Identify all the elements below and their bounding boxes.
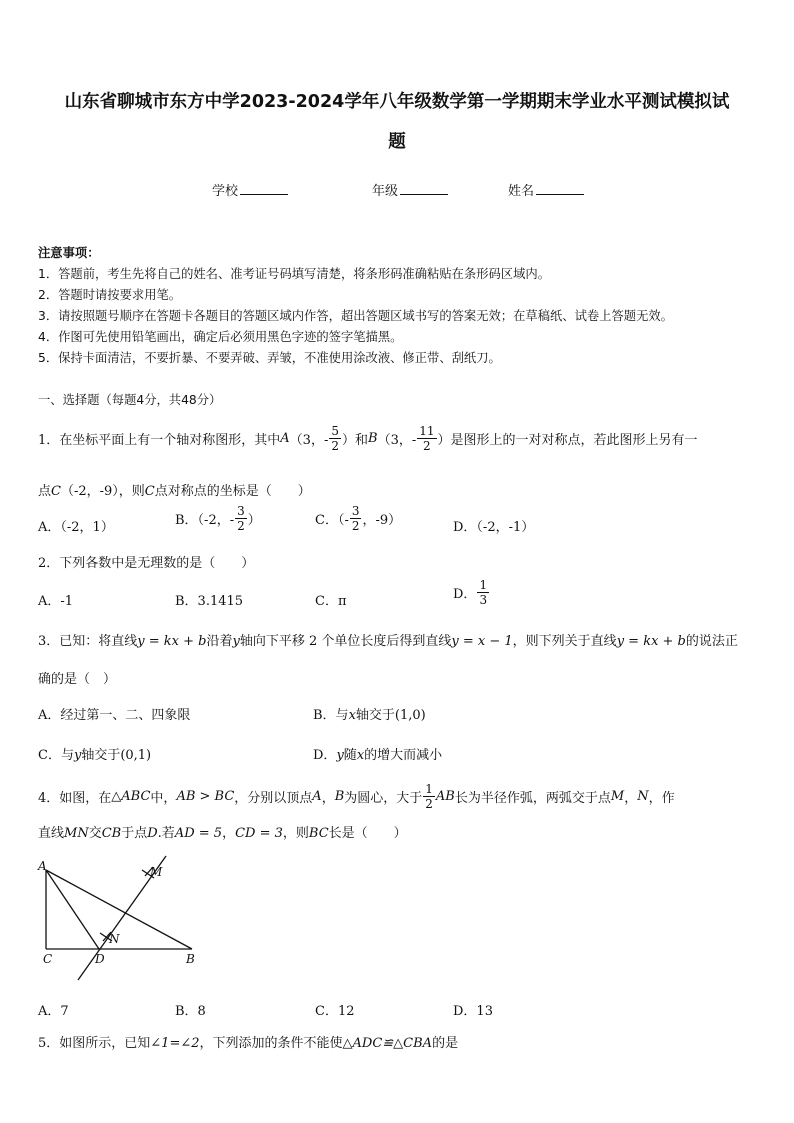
fraction: $\frac{11}{2}$	[419, 424, 435, 453]
grade-label: 年级	[372, 184, 399, 199]
notice-item: 1．答题前，考生先将自己的姓名、准考证号码填写清楚，将条形码准确粘贴在条形码区域内。	[38, 267, 550, 281]
question-3-stem-line2: 确的是（ ）	[38, 672, 117, 687]
q3-option-d[interactable]: D．y随x的增大而减小	[313, 748, 443, 763]
q3-option-c[interactable]: C．与y轴交于(0,1)	[38, 748, 152, 763]
exam-title-line2: 题	[388, 132, 406, 152]
q2-option-a[interactable]: A．-1	[38, 594, 74, 609]
label-c: C	[43, 952, 53, 966]
fraction: $\frac{1}{2}$	[425, 782, 433, 811]
fraction: $\frac{1}{3}$	[479, 578, 488, 607]
question-2-stem: 2．下列各数中是无理数的是（ ）	[38, 556, 255, 571]
school-field[interactable]	[212, 180, 288, 199]
question-4-stem: 4．如图，在 △ABC 中， AB > BC ，分别以顶点 A ， B 为圆心，大于 $\frac{1}{2}$ AB 长为半径作弧，两弧交于点 M ， N ，作	[38, 782, 675, 811]
q1-option-b[interactable]: B．（-2，- $\frac{3}{2}$ ）	[175, 504, 261, 533]
notice-item: 3．请按照题号顺序在答题卡各题目的答题区域内作答，超出答题区域书写的答案无效；在草稿纸、试卷上答题无效。	[38, 309, 673, 323]
fraction: $\frac{5}{2}$	[331, 424, 339, 453]
q4-option-a[interactable]: A．7	[38, 1004, 69, 1019]
question-4-stem-line2: 直线MN交CB于点D.若AD = 5，CD = 3，则BC长是（ ）	[38, 826, 407, 841]
notice-item: 4．作图可先使用铅笔画出，确定后必须用黑色字迹的签字笔描黑。	[38, 330, 403, 344]
name-field[interactable]	[508, 180, 584, 199]
q1-option-c[interactable]: C．（- $\frac{3}{2}$ ，-9）	[315, 504, 402, 533]
q3-option-b[interactable]: B．与x轴交于(1,0)	[313, 708, 426, 723]
question-1-stem: 1．在坐标平面上有一个轴对称图形，其中 A （3，- $\frac{5}{2}$ ）和 B （3，- $\frac{11}{2}$ ）是图形上的一对对称点，若此图形上另有一	[38, 424, 698, 453]
segment-ad	[46, 870, 99, 949]
notice-heading: 注意事项：	[38, 246, 100, 260]
q2-option-c[interactable]: C．π	[315, 594, 347, 609]
label-m: M	[150, 865, 163, 879]
label-n: N	[109, 932, 120, 946]
fraction: $\frac{3}{2}$	[237, 504, 245, 533]
section-heading: 一、选择题（每题4分，共48分）	[38, 393, 222, 407]
q4-option-c[interactable]: C．12	[315, 1004, 355, 1019]
q2-option-b[interactable]: B．3.1415	[175, 594, 244, 609]
notice-item: 5．保持卡面清洁，不要折暴、不要弄破、弄皱，不准使用涂改液、修正带、刮纸刀。	[38, 351, 501, 365]
question-5-stem: 5．如图所示，已知∠1=∠2，下列添加的条件不能使△ADC≌△CBA的是	[38, 1036, 459, 1051]
q2-option-d[interactable]: D． $\frac{1}{3}$	[453, 578, 488, 607]
q4-option-b[interactable]: B．8	[175, 1004, 206, 1019]
q4-option-d[interactable]: D．13	[453, 1004, 493, 1019]
label-a: A	[38, 859, 47, 873]
q1-option-d[interactable]: D．（-2，-1）	[453, 520, 535, 535]
question-1-stem-line2: 点C（-2，-9），则C点对称点的坐标是（ ）	[38, 484, 311, 499]
notice-item: 2．答题时请按要求用笔。	[38, 288, 182, 302]
school-label: 学校	[212, 184, 239, 199]
fraction: $\frac{3}{2}$	[351, 504, 360, 533]
question-3-stem: 3．已知：将直线y = kx + b沿着y轴向下平移 2 个单位长度后得到直线y = x − 1，则下列关于直线y = kx + b的说法正	[38, 634, 738, 649]
q3-option-a[interactable]: A．经过第一、二、四象限	[38, 708, 191, 723]
grade-field[interactable]	[372, 180, 448, 199]
q1-option-a[interactable]: A．（-2，1）	[38, 520, 114, 535]
triangle-figure	[34, 852, 204, 987]
name-label: 姓名	[508, 184, 535, 199]
label-b: B	[186, 952, 195, 966]
label-d: D	[95, 952, 105, 966]
exam-title-line1: 山东省聊城市东方中学2023-2024学年八年级数学第一学期期末学业水平测试模拟试	[64, 92, 730, 112]
